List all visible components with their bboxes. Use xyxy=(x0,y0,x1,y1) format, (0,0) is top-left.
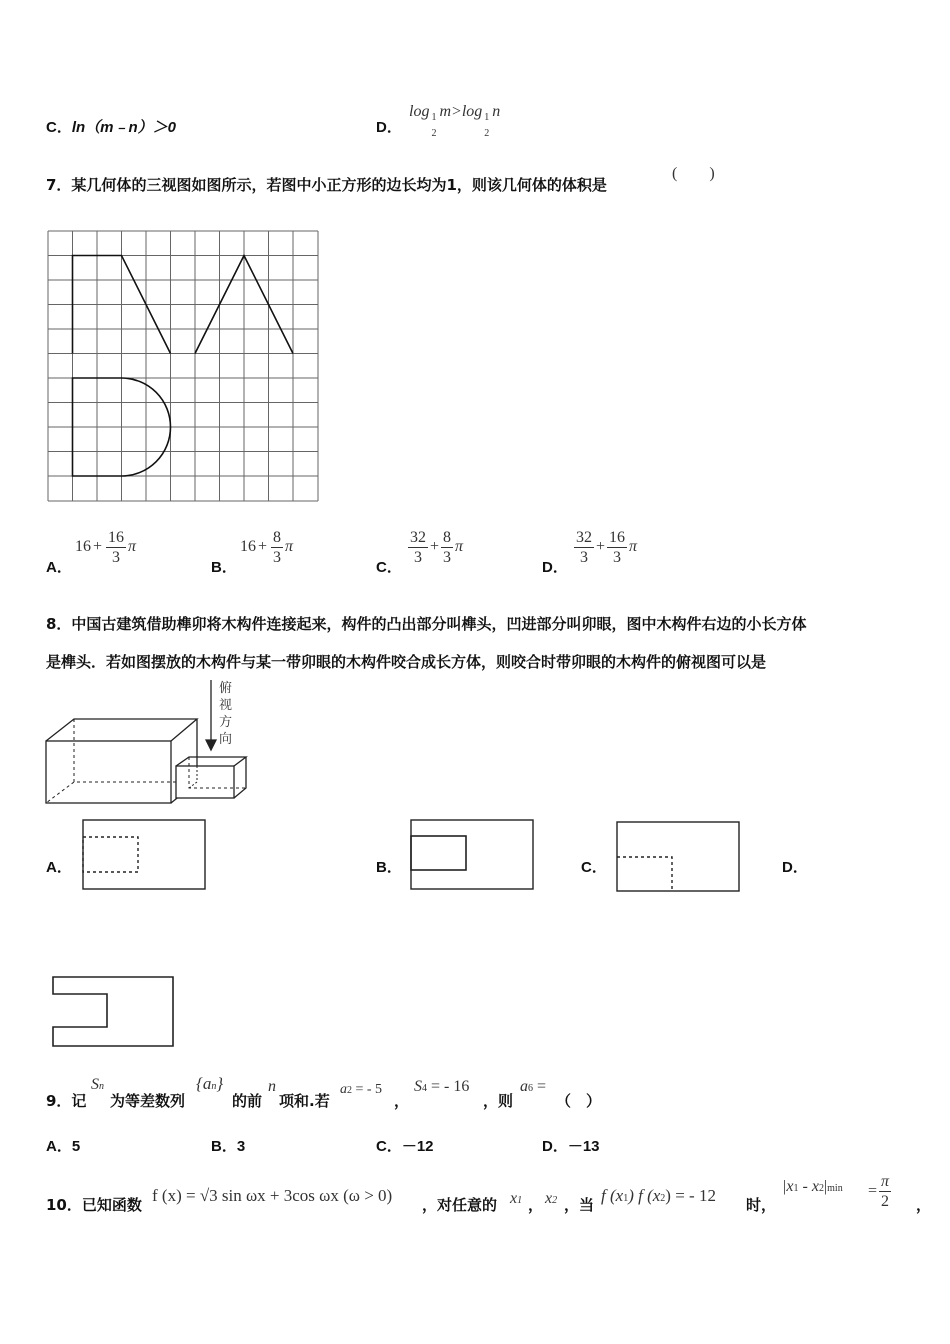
cond-sub1: 1 xyxy=(623,1193,629,1204)
q7-option-a-label[interactable]: A． xyxy=(46,559,72,576)
eq-sign: = xyxy=(868,1182,878,1200)
var-a: a xyxy=(202,1074,212,1093)
q7-three-view-figure xyxy=(48,231,320,503)
q9-mid2: 的前 xyxy=(232,1092,263,1110)
big-box-front xyxy=(46,741,171,803)
q10-comma: ， xyxy=(528,1196,544,1214)
sub-2: 2 xyxy=(552,1195,558,1206)
tenon-top xyxy=(176,757,246,766)
q8-option-d-figure[interactable] xyxy=(51,975,177,1049)
q6-option-c-text: ln（m﹣n）＞0 xyxy=(71,119,177,136)
q10-x2 xyxy=(545,1190,557,1208)
log-base-2: 1 xyxy=(484,112,490,123)
denominator: 3 xyxy=(443,549,452,566)
view-char-2: 视 xyxy=(219,698,233,713)
q9-paren: （ ） xyxy=(556,1092,602,1110)
var-a6: a xyxy=(520,1078,528,1095)
big-box-top xyxy=(46,719,197,741)
plus: + xyxy=(258,538,268,556)
sub-n-2: n xyxy=(211,1081,217,1092)
q9-stem xyxy=(46,1074,926,1110)
q9-option-b-label: B． xyxy=(211,1138,237,1155)
view-char-1: 俯 xyxy=(219,681,233,696)
q9-cond2 xyxy=(414,1078,469,1096)
var-s: S xyxy=(91,1076,99,1093)
tenon-side xyxy=(234,757,246,798)
sub-4: 4 xyxy=(422,1083,427,1094)
q7-option-c-expr xyxy=(406,528,463,567)
var-m: m xyxy=(439,103,452,120)
q8-stem-line2: 是榫头．若如图摆放的木构件与某一带卯眼的木构件咬合成长方体，则咬合时带卯眼的木构件的俯视图可以是 xyxy=(46,653,767,671)
plus: + xyxy=(430,538,440,556)
plus: + xyxy=(596,538,606,556)
q10-function: f (x) = √3 sin ωx + 3cos ωx (ω > 0) xyxy=(152,1186,393,1205)
q9-option-a-label: A． xyxy=(46,1138,72,1155)
q9-option-c-label: C． xyxy=(376,1138,402,1155)
q9-mid1: 为等差数列 xyxy=(110,1092,186,1110)
big-box-hidden-diag xyxy=(46,782,74,803)
sub-n: n xyxy=(99,1081,104,1092)
q10-pi-over-2 xyxy=(868,1172,893,1211)
q9-sn xyxy=(91,1076,104,1094)
q10-stem xyxy=(46,1168,936,1218)
pi: π xyxy=(285,538,294,556)
q8-stem-line1: 8．中国古建筑借助榫卯将木构件连接起来，构件的凸出部分叫榫头，凹进部分叫卯眼，图中木构件右边的小长方体 xyxy=(46,615,807,633)
q8-option-c-figure[interactable] xyxy=(616,821,742,893)
q6-option-c-label: C． xyxy=(46,119,72,136)
q9-mid3: 项和.若 xyxy=(279,1092,330,1110)
q9-option-b-value: 3 xyxy=(236,1138,246,1155)
numerator-1: 32 xyxy=(576,529,592,546)
q6-option-c[interactable] xyxy=(46,116,176,137)
abs-part2: - x xyxy=(798,1178,819,1195)
q9-option-a[interactable] xyxy=(46,1135,80,1156)
q8-wood-figure xyxy=(44,678,249,808)
q9-option-d-label: D． xyxy=(542,1138,568,1155)
log-text: log xyxy=(409,103,430,120)
numerator: 16 xyxy=(108,529,125,546)
whole: 16 xyxy=(240,538,256,556)
numerator: 8 xyxy=(273,529,282,546)
q9-option-b[interactable] xyxy=(211,1135,245,1156)
q9-option-d-value: －13 xyxy=(567,1138,600,1155)
denominator-1: 3 xyxy=(580,549,588,566)
q9-n: n xyxy=(268,1078,276,1095)
cond2-value: = - 16 xyxy=(431,1078,470,1095)
cond-part3: ) = - 12 xyxy=(665,1186,716,1205)
denominator: 3 xyxy=(273,549,282,566)
q7-paren: ( ) xyxy=(672,165,715,182)
plus: + xyxy=(93,538,103,556)
q8-option-b-label[interactable]: B． xyxy=(376,859,402,876)
q9-a6 xyxy=(520,1078,546,1096)
cond-part1: f (x xyxy=(601,1186,624,1205)
q9-option-a-value: 5 xyxy=(71,1138,81,1155)
q10-mid3: 时， xyxy=(746,1196,777,1214)
denominator: 3 xyxy=(112,549,121,566)
sub-1: 1 xyxy=(517,1195,523,1206)
abs-sub1: 1 xyxy=(793,1183,799,1194)
q9-cond1 xyxy=(340,1082,382,1098)
q10-tail: ， xyxy=(916,1196,932,1214)
sub-6: 6 xyxy=(528,1083,533,1094)
q10-abs-expr xyxy=(782,1178,843,1196)
q9-comma: ， xyxy=(394,1092,410,1110)
q7-stem: 7．某几何体的三视图如图所示，若图中小正方形的边长均为1，则该几何体的体积是 xyxy=(46,176,607,194)
q10-mid2: ，当 xyxy=(564,1196,595,1214)
numerator-1: 32 xyxy=(410,529,426,546)
min-sub: min xyxy=(827,1183,843,1194)
grid-lines xyxy=(48,231,318,501)
abs-part3: | xyxy=(823,1178,828,1195)
numerator: 16 xyxy=(609,529,626,546)
q8-option-b-figure[interactable] xyxy=(410,819,535,891)
log-base-den: 2 xyxy=(431,128,437,139)
q9-prefix: 9．记 xyxy=(46,1092,87,1110)
log-base: 1 xyxy=(431,112,437,123)
cond-part2: ) f (x xyxy=(628,1186,661,1205)
denominator-2: 2 xyxy=(881,1193,890,1210)
q7-option-a-expr xyxy=(75,528,136,567)
view-char-4: 向 xyxy=(219,732,233,747)
q8-option-a-figure[interactable] xyxy=(82,819,206,891)
cond1-value: = - 5 xyxy=(355,1082,383,1097)
log-base-den-2: 2 xyxy=(484,128,490,139)
q10-x1 xyxy=(510,1190,522,1208)
q9-option-c-value: －12 xyxy=(401,1138,434,1155)
q7-option-b-expr xyxy=(240,528,293,567)
q7-option-d-expr xyxy=(572,528,637,567)
whole: 16 xyxy=(75,538,91,556)
abs-part1: |x xyxy=(782,1178,794,1195)
pi: π xyxy=(455,538,464,556)
q8-option-d-label[interactable]: D． xyxy=(782,859,808,876)
q9-option-c[interactable] xyxy=(376,1135,434,1156)
pi: π xyxy=(128,538,137,556)
q7-option-b-label[interactable]: B． xyxy=(211,559,237,576)
numerator-pi: π xyxy=(881,1173,890,1190)
cond-sub2: 2 xyxy=(660,1193,666,1204)
q8-option-a-label[interactable]: A． xyxy=(46,859,72,876)
eq-sign: = xyxy=(537,1078,547,1095)
q10-prefix: 10．已知函数 xyxy=(46,1196,142,1214)
q9-mid4: ，则 xyxy=(483,1092,514,1110)
q9-an: {an} xyxy=(196,1074,224,1093)
log-text-2: log xyxy=(461,103,483,120)
q8-option-c-label[interactable]: C． xyxy=(581,859,607,876)
arrow-head xyxy=(206,740,216,750)
pi: π xyxy=(629,538,638,556)
abs-sub2: 2 xyxy=(818,1183,824,1194)
denominator: 3 xyxy=(613,549,622,566)
q10-mid1: ，对任意的 xyxy=(422,1196,498,1214)
view-char-3: 方 xyxy=(219,715,233,730)
q6-option-d-expr xyxy=(409,102,501,139)
q9-option-d[interactable] xyxy=(542,1135,600,1156)
gt-sign: > xyxy=(451,103,462,120)
tenon-front xyxy=(176,766,234,798)
denominator-1: 3 xyxy=(414,549,422,566)
numerator: 8 xyxy=(443,529,452,546)
q7-options xyxy=(46,528,926,578)
var-s4: S xyxy=(414,1078,422,1095)
q7-option-c-label[interactable]: C． xyxy=(376,559,402,576)
var-n: n xyxy=(492,103,501,120)
q10-condition xyxy=(601,1186,716,1206)
var-x1: x xyxy=(510,1190,518,1207)
q7-option-d-label[interactable]: D． xyxy=(542,559,568,576)
q6-option-d-label[interactable]: D． xyxy=(376,119,402,136)
var-a2: a xyxy=(340,1082,347,1097)
var-x2: x xyxy=(545,1190,553,1207)
sub-2: 2 xyxy=(347,1085,352,1096)
